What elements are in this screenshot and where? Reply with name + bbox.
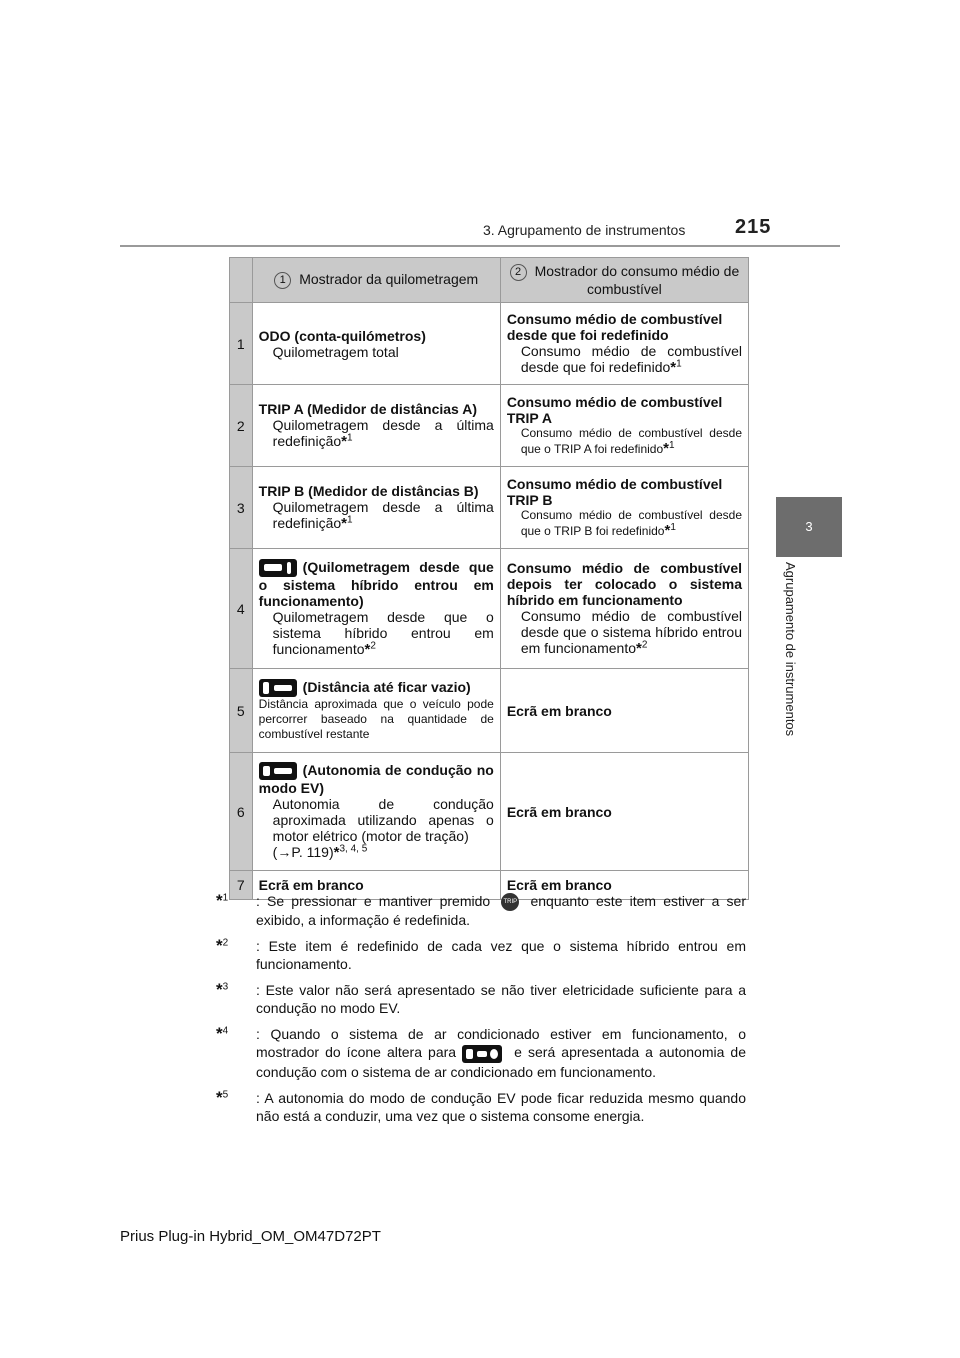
row-number: 6 [230, 753, 253, 871]
footnote-text: : Este valor não será apresentado se não tiver eletricidade suficiente para a condução no modo EV. [256, 982, 746, 1017]
footnote-ref: 1 [347, 432, 353, 444]
table-row [230, 549, 749, 669]
footnote-item [216, 1089, 746, 1125]
footnote-ref: 1 [668, 440, 675, 451]
chapter-label-container [779, 562, 809, 762]
footnote-item [216, 892, 746, 929]
chapter-label: Agrupamento de instrumentos [783, 562, 798, 737]
table-row [230, 669, 749, 753]
footnote-marker: *$^1$ [216, 891, 229, 910]
row-left-cell [252, 669, 500, 753]
footnotes [216, 892, 746, 1133]
table-header-row [230, 258, 749, 303]
row-left-cell [252, 549, 500, 669]
row-right-cell [500, 303, 748, 385]
row-number: 3 [230, 467, 253, 549]
row-right-title: Consumo médio de combustível TRIP A [506, 394, 723, 426]
row-left-desc-wrap: Quilometragem desde a última redefinição*$^1$ [272, 499, 494, 532]
footnote-ref: 1 [676, 358, 682, 370]
row-left-desc: Autonomia de condução aproximada utilizando apenas o motor elétrico (motor de tração) [272, 796, 494, 845]
row-left-desc: Quilometragem total [272, 343, 399, 360]
ev-ac-range-icon [462, 1045, 502, 1063]
header-num-cell [230, 258, 253, 303]
row-right-title: Consumo médio de combustível desde que foi redefinido [506, 311, 723, 343]
col2-header [500, 258, 748, 303]
row-left-cell [252, 467, 500, 549]
footnote-text-b: e será apresentada a autonomia de condução com o sistema de ar condicionado em funcionamento. [256, 1044, 746, 1080]
row-number: 7 [230, 871, 253, 900]
row-left-cell [252, 753, 500, 871]
row-left-title: TRIP A (Medidor de distâncias A) [258, 401, 477, 417]
page-number: 215 [735, 216, 772, 238]
row-left-desc: Quilometragem desde que o sistema híbrido entrou em funcionamento [272, 609, 494, 658]
row-right-desc-wrap: Consumo médio de combustível desde que o TRIP B foi redefinido*$^1$ [520, 508, 742, 539]
row-right-text: Ecrã em branco [500, 753, 748, 871]
footnote-marker: *$^5$ [216, 1087, 229, 1107]
table-row [230, 303, 749, 385]
document-footer: Prius Plug-in Hybrid_OM_OM47D72PT [120, 1228, 381, 1245]
ev-range-icon [259, 762, 297, 780]
row-right-desc-wrap: Consumo médio de combustível desde que o TRIP A foi redefinido*$^1$ [520, 426, 742, 457]
footnote-ref: 3, 4, 5 [339, 843, 368, 855]
row-right-desc: Consumo médio de combustível desde que foi redefinido [520, 343, 742, 375]
row-right-cell [500, 467, 748, 549]
row-left-cell [252, 385, 500, 467]
hybrid-car-icon [259, 559, 297, 577]
footnote-text-a: : Se pressionar e mantiver premido [256, 893, 491, 909]
row-right-text: Ecrã em branco [500, 871, 748, 900]
header-divider [120, 245, 840, 247]
row-right-desc: Consumo médio de combustível desde que o TRIP A foi redefinido [520, 426, 742, 456]
footnote-text: : Este item é redefinido de cada vez que o sistema híbrido entrou em funcionamento. [256, 938, 746, 973]
footnote-ref: 1 [347, 514, 353, 526]
row-left-desc-wrap: Quilometragem desde a última redefinição*$^1$ [272, 417, 494, 450]
row-left-cell [252, 303, 500, 385]
row-right-desc-wrap: Consumo médio de combustível desde que o sistema híbrido entrou em funcionamento*$^2$ [520, 608, 742, 657]
table-row [230, 753, 749, 871]
table-row [230, 385, 749, 467]
row-right-desc-wrap: Consumo médio de combustível desde que foi redefinido*$^1$ [520, 343, 742, 376]
display-items-table [229, 257, 749, 900]
row-left-title: ODO (conta-quilómetros) [258, 327, 426, 344]
row-left-desc: Quilometragem desde a última redefinição [272, 499, 494, 531]
row-number: 5 [230, 669, 253, 753]
footnote-marker: *$^4$ [216, 1024, 229, 1044]
row-number: 2 [230, 385, 253, 467]
col1-header-text: Mostrador da quilometragem [299, 271, 479, 287]
footnote-marker: *$^3$ [216, 980, 229, 1000]
footnote-text-a: : Quando o sistema de ar condicionado estiver em funcionamento, o mostrador do ícone altera para [256, 1026, 746, 1061]
row-right-text: Ecrã em branco [500, 669, 748, 753]
row-right-cell [500, 385, 748, 467]
chapter-tab[interactable]: 3 [776, 497, 842, 557]
row-right-desc: Consumo médio de combustível desde que o sistema híbrido entrou em funcionamento [520, 608, 742, 656]
row-right-title: Consumo médio de combustível depois ter colocado o sistema híbrido em funcionamento [506, 560, 742, 608]
row-left-desc-wrap: Quilometragem desde que o sistema híbrido entrou em funcionamento*$^2$ [272, 609, 494, 659]
row-left-ref-wrap: (→P. 119)*$^{3, 4, 5}$ [272, 843, 368, 862]
row-left-desc: Distância aproximada que o veículo pode percorrer baseado na quantidade de combustível restante [258, 697, 494, 742]
footnote-item [216, 937, 746, 973]
footnote-text-b: enquanto este item estiver a ser exibido, a informação é redefinida. [256, 893, 746, 929]
footnote-item [216, 981, 746, 1017]
row-right-cell [500, 549, 748, 669]
footnote-item [216, 1025, 746, 1080]
footnote-marker: *$^2$ [216, 936, 229, 956]
row-right-title: Consumo médio de combustível TRIP B [506, 476, 723, 508]
footnote-text: : A autonomia do modo de condução EV pode ficar reduzida mesmo quando não está a conduzir, uma vez que o sistema consome energia. [256, 1089, 746, 1124]
section-title: 3. Agrupamento de instrumentos [483, 222, 686, 238]
row-left-title-wrap [259, 559, 494, 609]
table-row [230, 467, 749, 549]
row-left-title: TRIP B (Medidor de distâncias B) [258, 483, 479, 499]
row-left-title: (Quilometragem desde que o sistema híbrido entrou em funcionamento) [258, 558, 494, 610]
fuel-range-icon [259, 679, 297, 697]
col1-circle-num: 1 [274, 272, 291, 289]
col2-header-text: Mostrador do consumo médio de combustível [534, 263, 740, 297]
page-reference-link[interactable]: (→P. 119) [272, 844, 334, 861]
footnote-ref: 1 [670, 522, 676, 533]
col2-circle-num: 2 [510, 264, 527, 281]
row-left-title-wrap [259, 762, 494, 796]
row-number: 4 [230, 549, 253, 669]
row-left-desc: Quilometragem desde a última redefinição [272, 417, 494, 449]
footnote-ref: 2 [641, 639, 648, 651]
row-left-title: (Autonomia de condução no modo EV) [258, 761, 494, 797]
row-left-title-wrap [259, 679, 494, 697]
row-number: 1 [230, 303, 253, 385]
row-right-desc: Consumo médio de combustível desde que o TRIP B foi redefinido [520, 508, 742, 538]
row-left-text: Ecrã em branco [252, 871, 500, 900]
row-left-title: (Distância até ficar vazio) [302, 678, 471, 695]
footnote-ref: 2 [370, 640, 376, 652]
trip-button-icon: TRIP [501, 893, 519, 911]
col1-header [252, 258, 500, 303]
